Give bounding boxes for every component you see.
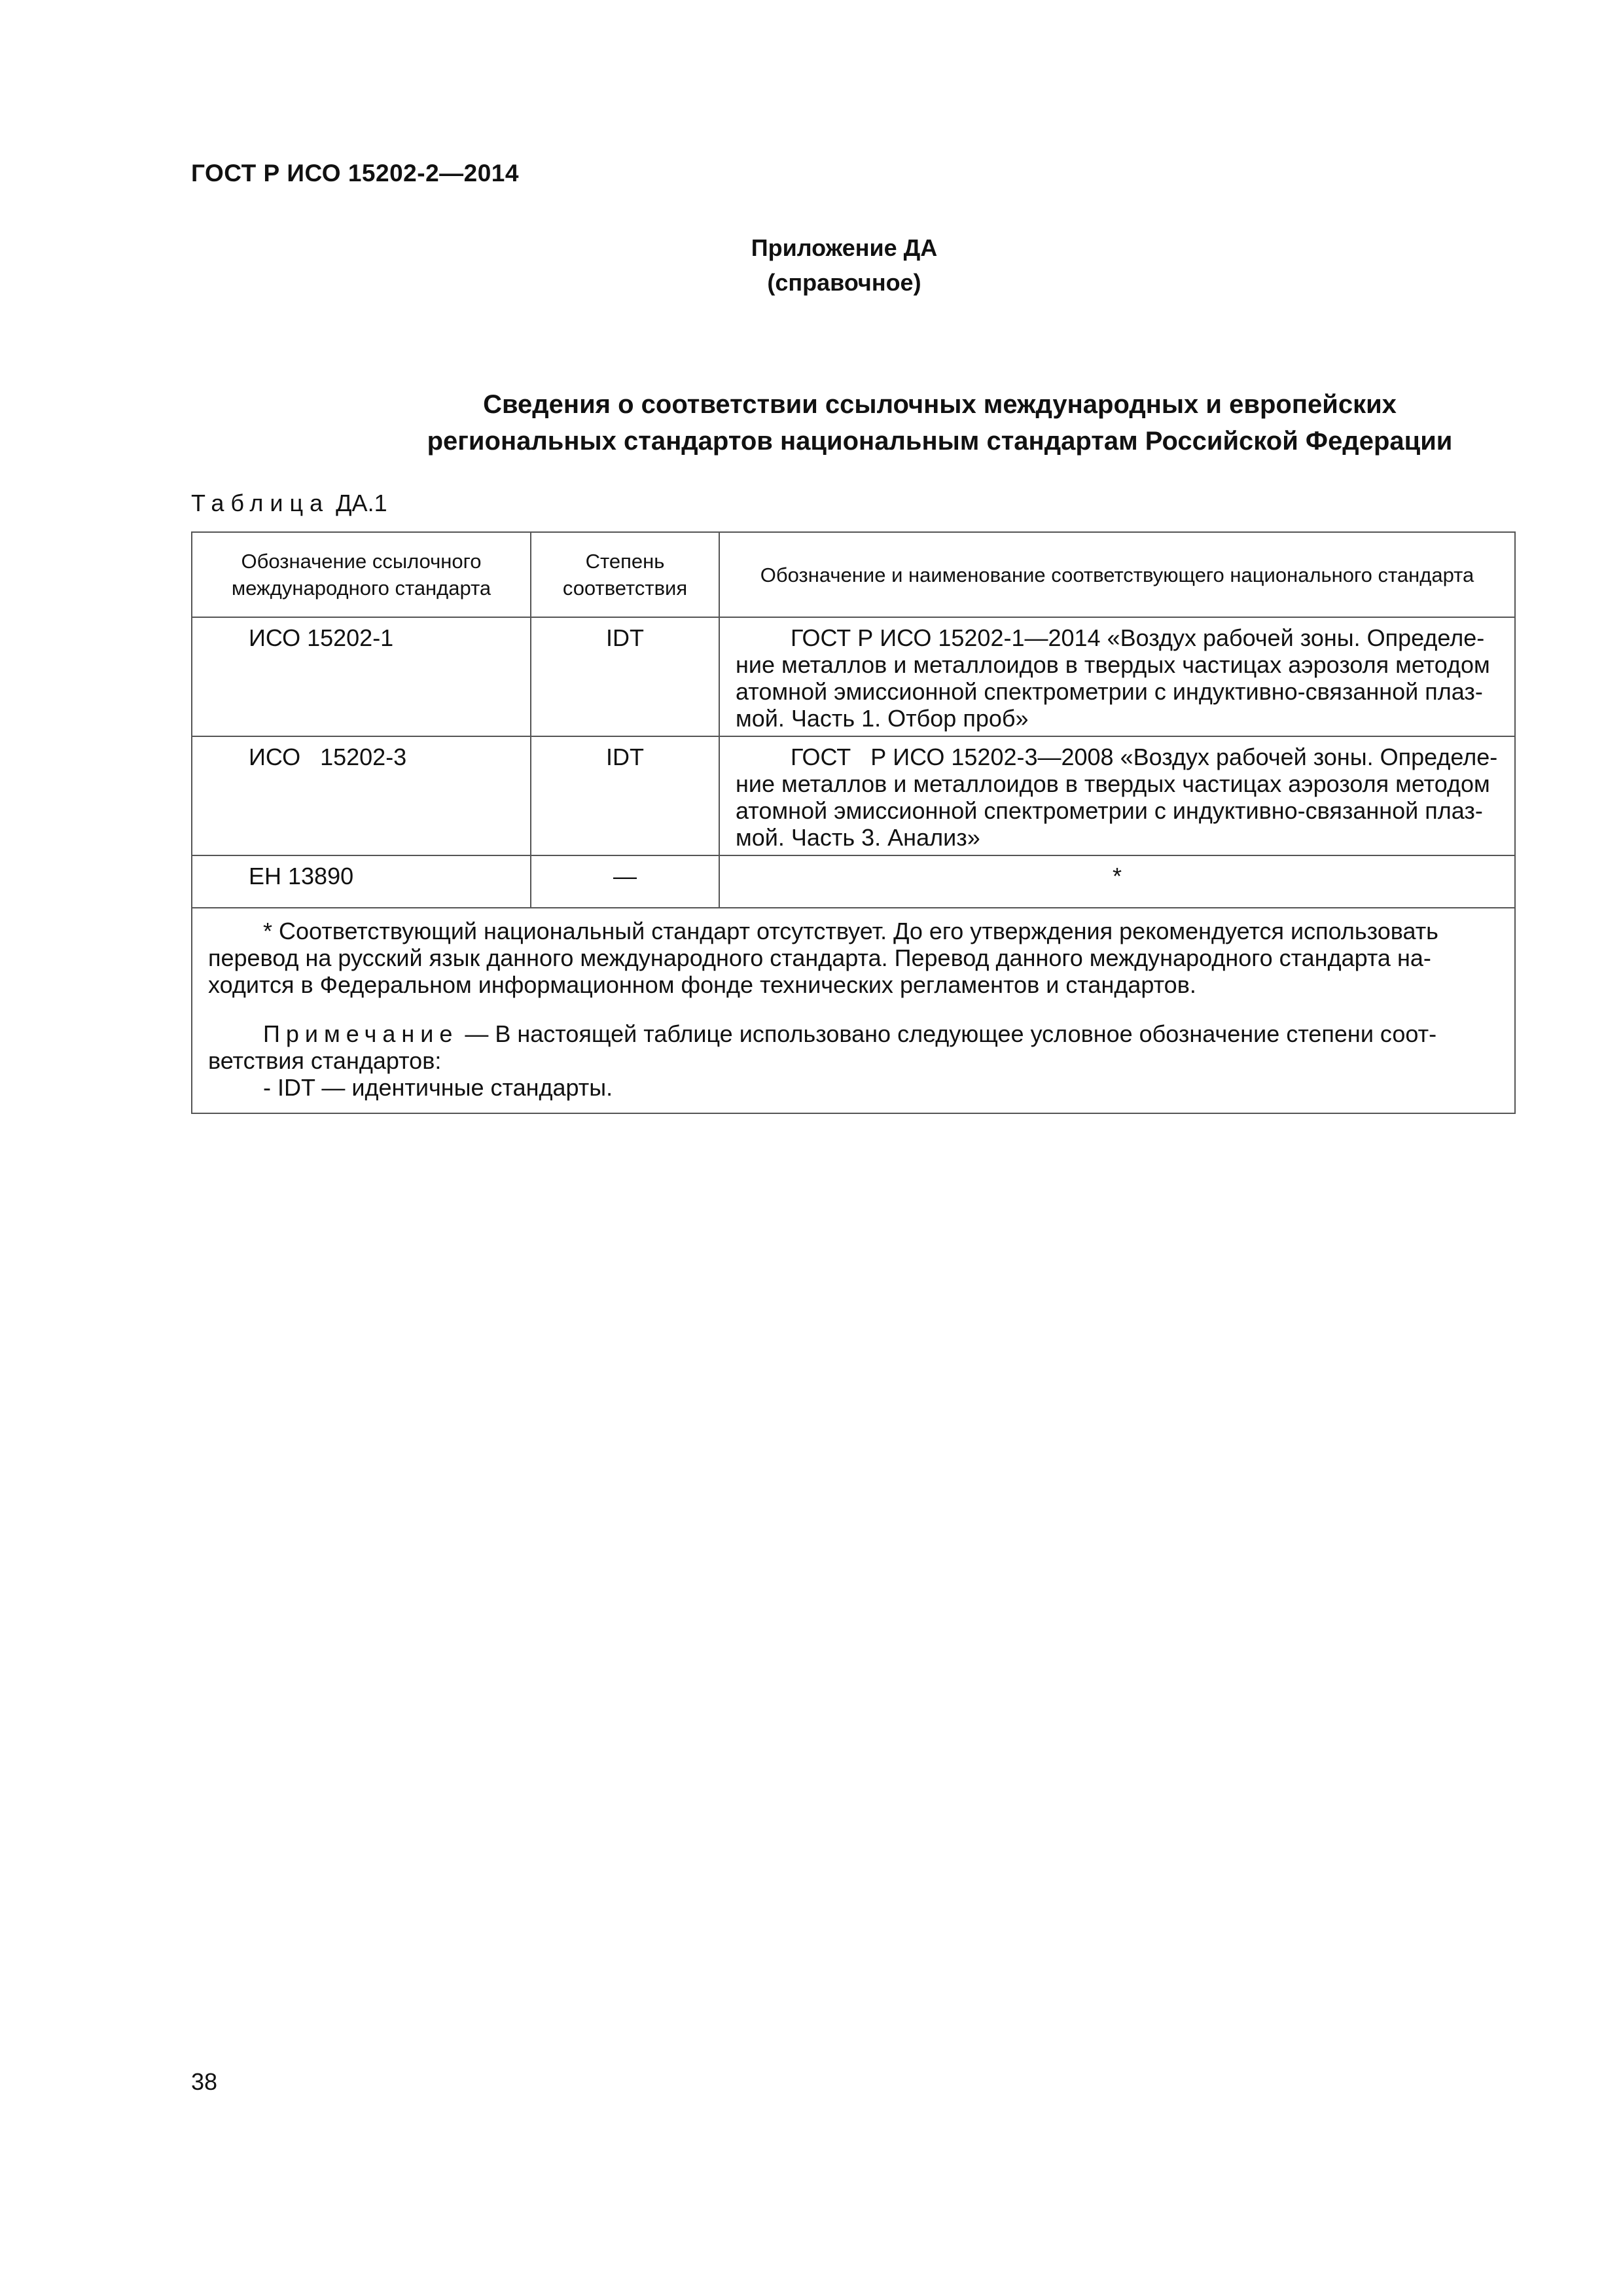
table-caption bbox=[191, 490, 387, 517]
header-degree-line1: Степень bbox=[585, 550, 665, 573]
national-line: мой. Часть 1. Отбор проб» bbox=[736, 705, 1029, 732]
document-code-header: ГОСТ Р ИСО 15202-2—2014 bbox=[191, 160, 519, 187]
annex-title-line1: Приложение ДА bbox=[751, 234, 938, 261]
national-line: атомной эмиссионной спектрометрии с индуктивно-связанной плаз- bbox=[736, 797, 1483, 824]
annex-title-line2: (справочное) bbox=[767, 269, 921, 296]
cell-degree: — bbox=[531, 855, 719, 908]
national-line: ГОСТ Р ИСО 15202-3—2008 «Воздух рабочей зоны. Определе- bbox=[791, 744, 1498, 770]
header-national-standard: Обозначение и наименование соответствующего национального стандарта bbox=[719, 532, 1515, 617]
note-line: - IDT — идентичные стандарты. bbox=[263, 1074, 613, 1101]
section-title bbox=[191, 386, 1623, 459]
national-line: ГОСТ Р ИСО 15202-1—2014 «Воздух рабочей зоны. Определе- bbox=[791, 624, 1485, 651]
table-footnote-row bbox=[192, 908, 1515, 1113]
national-line: мой. Часть 3. Анализ» bbox=[736, 824, 980, 851]
cell-ref-standard: ИСО 15202-1 bbox=[192, 617, 531, 736]
table-caption-number: ДА.1 bbox=[336, 490, 387, 516]
table-caption-word: Таблица bbox=[191, 490, 330, 516]
header-degree-line2: соответствия bbox=[562, 577, 688, 600]
note-label: Примечание bbox=[263, 1020, 459, 1047]
table-footnote-cell bbox=[192, 908, 1515, 1113]
cell-national-standard: * bbox=[719, 855, 1515, 908]
header-ref-line2: международного стандарта bbox=[231, 577, 491, 600]
cell-national-standard bbox=[719, 617, 1515, 736]
cell-ref-standard: ЕН 13890 bbox=[192, 855, 531, 908]
footnote-line: ходится в Федеральном информационном фонде технических регламентов и стандартов. bbox=[208, 971, 1196, 998]
footnote-line: * Соответствующий национальный стандарт отсутствует. До его утверждения рекомендуется использовать bbox=[263, 918, 1438, 944]
header-ref-standard bbox=[192, 532, 531, 617]
national-line: ние металлов и металлоидов в твердых частицах аэрозоля методом bbox=[736, 770, 1490, 797]
note-text: — В настоящей таблице использовано следующее условное обозначение степени соот- bbox=[458, 1020, 1437, 1047]
table-row bbox=[192, 855, 1515, 908]
annex-title bbox=[0, 230, 1623, 300]
note-line: ветствия стандартов: bbox=[208, 1047, 442, 1074]
national-line: атомной эмиссионной спектрометрии с индуктивно-связанной плаз- bbox=[736, 678, 1483, 705]
table-row bbox=[192, 736, 1515, 855]
cell-degree: IDT bbox=[531, 736, 719, 855]
header-degree bbox=[531, 532, 719, 617]
page-number: 38 bbox=[191, 2068, 218, 2095]
section-title-line2: региональных стандартов национальным стандартам Российской Федерации bbox=[427, 427, 1453, 456]
footnote-line: перевод на русский язык данного международного стандарта. Перевод данного международного стандарта на- bbox=[208, 944, 1431, 971]
table-row bbox=[192, 617, 1515, 736]
national-line: ние металлов и металлоидов в твердых частицах аэрозоля методом bbox=[736, 651, 1490, 678]
cell-ref-standard: ИСО 15202-3 bbox=[192, 736, 531, 855]
note-line bbox=[208, 1020, 1500, 1047]
table-header-row bbox=[192, 532, 1515, 617]
section-title-line1: Сведения о соответствии ссылочных международных и европейских bbox=[483, 390, 1397, 419]
cell-degree: IDT bbox=[531, 617, 719, 736]
cell-national-standard bbox=[719, 736, 1515, 855]
correspondence-table bbox=[191, 531, 1516, 1114]
header-ref-line1: Обозначение ссылочного bbox=[241, 550, 482, 573]
